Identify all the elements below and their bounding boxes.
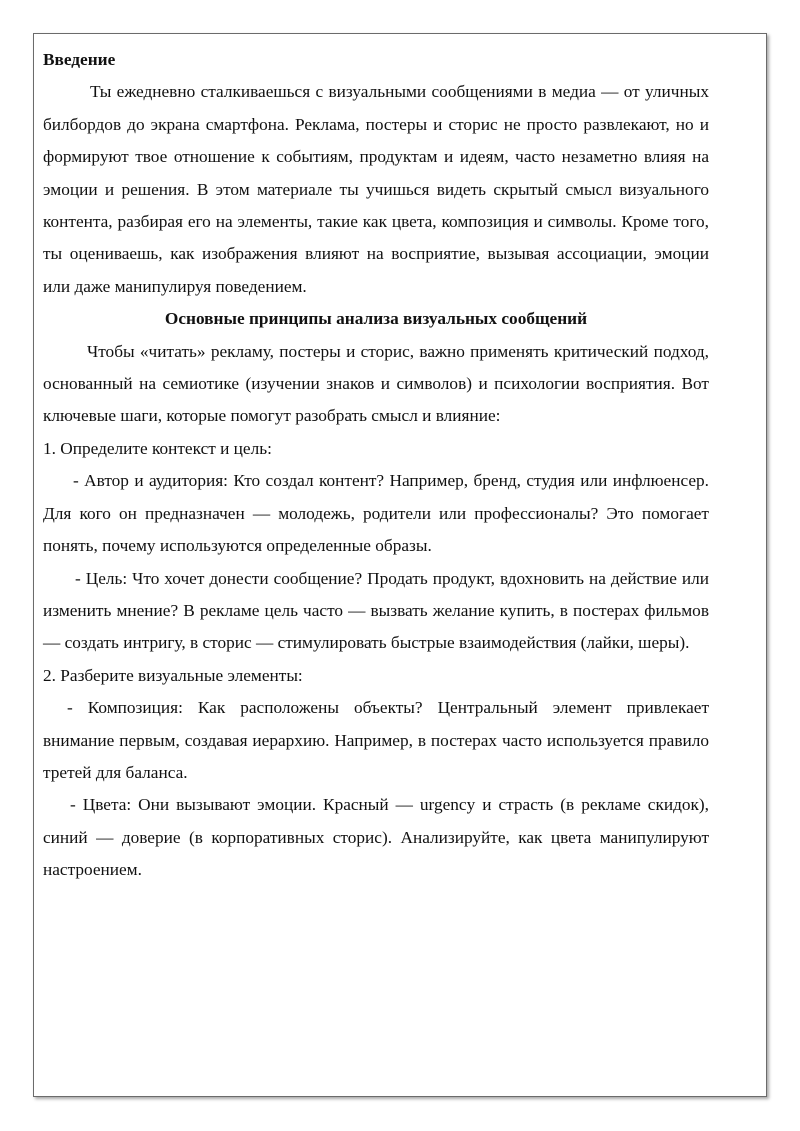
step2-title: 2. Разберите визуальные элементы: [43, 665, 303, 685]
intro-heading: Введение [43, 50, 116, 69]
section-paragraph: Чтобы «читать» рекламу, постеры и сторис, важно применять критический подход, основанный на семиотике (изучении знаков и символов) и психологии восприятия. Вот ключевые шаги, которые помогут разобрать смысл и влияние: [43, 341, 709, 426]
step2-colors: - Цвета: Они вызывают эмоции. Красный — urgency и страсть (в рекламе скидок), синий — доверие (в корпоративных сторис). Анализируйте, как цвета манипулируют настроением. [43, 795, 709, 880]
step1-author-audience: - Автор и аудитория: Кто создал контент? Например, бренд, студия или инфлюенсер. Для кого он предназначен — молодежь, родители или профессионалы? Это помогает понять, почему используются определенные образы. [43, 471, 709, 556]
step1-title: 1. Определите контекст и цель: [43, 438, 272, 458]
intro-paragraph: Ты ежедневно сталкиваешься с визуальными сообщениями в медиа — от уличных билбордов до экрана смартфона. Реклама, постеры и сторис не просто развлекают, но и формируют твое отношение к событиям, продуктам и идеям, часто незаметно влияя на эмоции и решения. В этом материале ты учишься видеть скрытый смысл визуального контента, разбирая его на элементы, такие как цвета, композиция и символы. Кроме того, ты оцениваешь, как изображения влияют на восприятие, вызывая ассоциации, эмоции или даже манипулируя поведением. [43, 82, 709, 296]
step1-goal: - Цель: Что хочет донести сообщение? Продать продукт, вдохновить на действие или изменить мнение? В рекламе цель часто — вызвать желание купить, в постерах фильмов — создать интригу, в сторис — стимулировать быстрые взаимодействия (лайки, шеры). [43, 568, 709, 653]
document-body [43, 44, 709, 887]
section-heading: Основные принципы анализа визуальных сообщений [164, 309, 588, 329]
step2-composition: - Композиция: Как расположены объекты? Центральный элемент привлекает внимание первым, создавая иерархию. Например, в постерах часто используется правило третей для баланса. [43, 698, 709, 782]
